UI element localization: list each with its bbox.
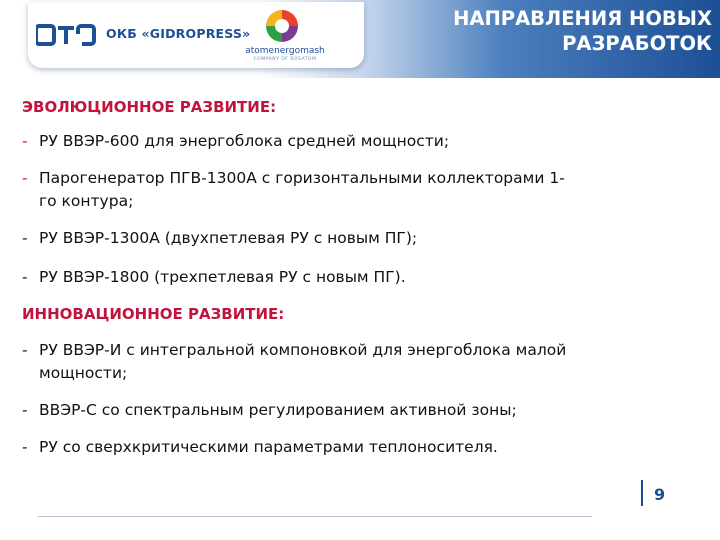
slide-title-line-2: РАЗРАБОТОК	[562, 32, 712, 55]
gidropress-logo-text: ОКБ «GIDROPRESS»	[106, 26, 251, 41]
bullet-dash: -	[22, 401, 28, 419]
list-item-text: ВВЭР-С со спектральным регулированием активной зоны;	[39, 401, 517, 419]
logo-panel	[28, 2, 364, 68]
innovative-heading: ИННОВАЦИОННОЕ РАЗВИТИЕ:	[22, 305, 285, 323]
list-item-text: Парогенератор ПГВ-1300А с горизонтальными коллекторами 1-	[39, 169, 565, 187]
bullet-dash: -	[22, 341, 28, 359]
list-item	[22, 227, 702, 250]
list-item-text-continued: мощности;	[39, 364, 128, 382]
bullet-dash: -	[22, 169, 28, 187]
evolutionary-heading: ЭВОЛЮЦИОННОЕ РАЗВИТИЕ:	[22, 98, 277, 116]
atomenergomash-logo-text: atomenergomash	[245, 46, 325, 56]
list-item-text: РУ ВВЭР-1800 (трехпетлевая РУ с новым ПГ).	[39, 268, 406, 286]
page-number-bar	[641, 480, 643, 506]
bullet-dash: -	[22, 229, 28, 247]
list-item	[22, 266, 702, 289]
bullet-dash: -	[22, 268, 28, 286]
bullet-dash: -	[22, 438, 28, 456]
slide-title-line-1: НАПРАВЛЕНИЯ НОВЫХ	[453, 7, 712, 30]
slide-title	[392, 6, 712, 56]
list-item-text: РУ ВВЭР-600 для энергоблока средней мощности;	[39, 132, 450, 150]
list-item	[22, 399, 702, 422]
list-item	[22, 436, 702, 459]
list-item	[22, 339, 702, 385]
list-item-text: РУ со сверхкритическими параметрами теплоносителя.	[39, 438, 498, 456]
list-item	[22, 167, 702, 213]
page-number: 9	[654, 485, 666, 504]
atomenergomash-logo-subtitle: COMPANY OF ROSATOM	[253, 57, 317, 62]
bullet-dash: -	[22, 132, 28, 150]
footer-divider	[38, 516, 592, 517]
list-item-text: РУ ВВЭР-1300А (двухпетлевая РУ с новым ПГ);	[39, 229, 418, 247]
atomenergomash-logo-icon	[264, 8, 300, 44]
list-item-text: РУ ВВЭР-И с интегральной компоновкой для энергоблока малой	[39, 341, 567, 359]
gidropress-logo-icon	[36, 20, 98, 50]
slide-body	[22, 96, 702, 459]
list-item-text-continued: го контура;	[39, 192, 134, 210]
list-item	[22, 130, 702, 153]
slide-header	[0, 0, 720, 78]
